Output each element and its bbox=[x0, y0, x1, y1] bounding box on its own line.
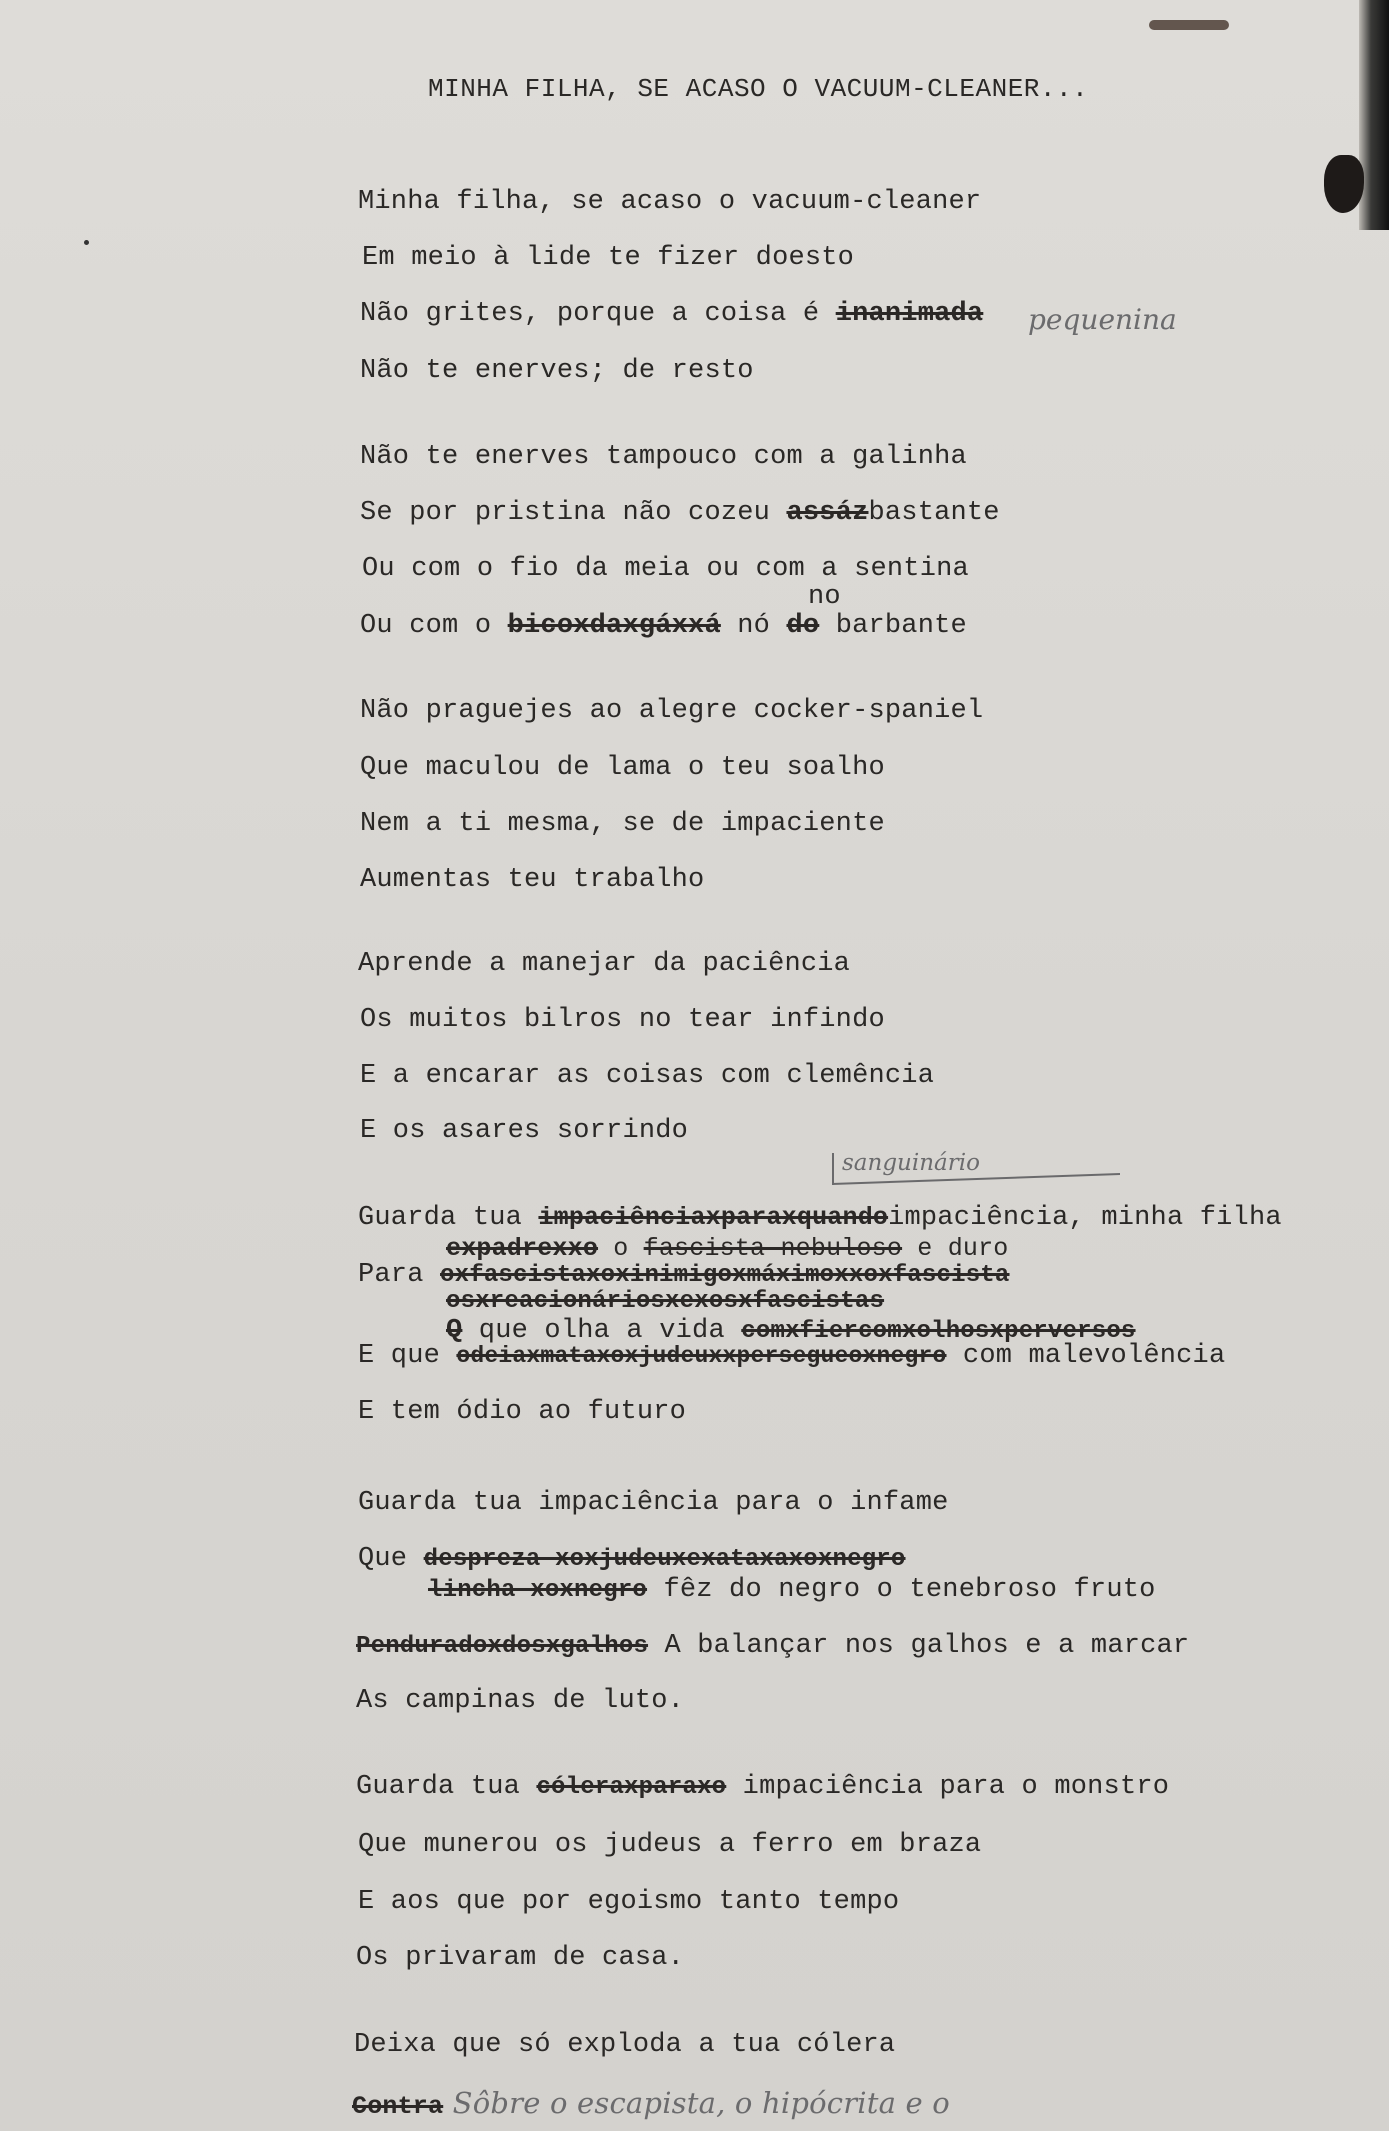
struck-phrase: Penduradoxdosxgalhos bbox=[356, 1633, 649, 1660]
struck-phrase: osxreacionáriosxexosxfascistas bbox=[446, 1288, 885, 1315]
stanza5-line3-text: E que bbox=[358, 1341, 457, 1371]
stanza2-line2 bbox=[360, 498, 1000, 528]
struck-phrase: lincha xoxnegro bbox=[428, 1577, 648, 1604]
stanza2-line4-mid: nó bbox=[720, 611, 787, 641]
stanza6-line2b-text: fêz do negro o tenebroso fruto bbox=[647, 1575, 1156, 1605]
struck-word: Contra bbox=[352, 2092, 444, 2121]
stanza5-line1 bbox=[358, 1203, 1282, 1233]
stanza5-line2-insert-text: que olha a vida bbox=[462, 1316, 742, 1346]
burn-mark-top bbox=[1149, 20, 1229, 30]
stanza3-line2: Que maculou de lama o teu soalho bbox=[360, 753, 885, 783]
stanza7-line3: E aos que por egoismo tanto tempo bbox=[358, 1887, 900, 1917]
struck-letter: Q bbox=[446, 1316, 463, 1346]
struck-phrase: fascista nebuloso bbox=[643, 1234, 903, 1263]
stanza4-line4: E os asares sorrindo bbox=[360, 1116, 689, 1146]
poem-title: MINHA FILHA, SE ACASO O VACUUM-CLEANER... bbox=[428, 74, 1089, 104]
stanza7-line2: Que munerou os judeus a ferro em braza bbox=[358, 1830, 982, 1860]
stanza2-line4-end: barbante bbox=[819, 611, 967, 641]
stanza5-line2-below bbox=[446, 1288, 884, 1315]
stanza4-line1: Aprende a manejar da paciência bbox=[358, 949, 851, 979]
stanza5-line1-end: impaciência, minha filha bbox=[888, 1203, 1282, 1233]
struck-phrase: cóleraxparaxo bbox=[536, 1774, 727, 1801]
stanza2-line4 bbox=[360, 611, 967, 641]
struck-phrase: oxfascistaxoxinimigoxmáximoxxoxfascista bbox=[440, 1262, 1010, 1289]
struck-phrase: despreza xoxjudeuxexataxaxoxnegro bbox=[423, 1546, 906, 1573]
stanza4-line3: E a encarar as coisas com clemência bbox=[360, 1061, 935, 1091]
stanza7-line1 bbox=[356, 1772, 1169, 1802]
stanza5-line2-above-end: e duro bbox=[902, 1234, 1009, 1263]
stanza8-line2 bbox=[352, 2086, 950, 2122]
page-edge-shadow bbox=[1359, 0, 1389, 230]
stanza1-line3-text: Não grites, porque a coisa é bbox=[360, 299, 836, 329]
stanza6-line3-text: A balançar nos galhos e a marcar bbox=[648, 1631, 1190, 1661]
stanza5-line2-above bbox=[446, 1234, 1009, 1263]
stanza7-line1-text: Guarda tua bbox=[356, 1772, 537, 1802]
struck-word: do bbox=[786, 611, 820, 641]
stanza3-line4: Aumentas teu trabalho bbox=[360, 865, 705, 895]
handwritten-correction: pequenina bbox=[1028, 303, 1177, 336]
stanza3-line3: Nem a ti mesma, se de impaciente bbox=[360, 809, 885, 839]
stanza6-line1: Guarda tua impaciência para o infame bbox=[358, 1488, 949, 1518]
stanza6-line2b bbox=[428, 1575, 1156, 1605]
burn-mark-right bbox=[1324, 155, 1364, 213]
stanza5-line3-end: com malevolência bbox=[946, 1341, 1226, 1371]
stanza5-line2-text: Para bbox=[358, 1260, 441, 1290]
stanza2-line3: Ou com o fio da meia ou com a sentina bbox=[362, 554, 969, 584]
stanza5-line1-text: Guarda tua bbox=[358, 1203, 539, 1233]
ink-speck bbox=[84, 240, 89, 245]
stanza1-line2: Em meio à lide te fizer doesto bbox=[362, 243, 855, 273]
stanza8-line1: Deixa que só exploda a tua cólera bbox=[354, 2030, 896, 2060]
stanza1-line4: Não te enerves; de resto bbox=[360, 356, 754, 386]
stanza2-line1: Não te enerves tampouco com a galinha bbox=[360, 442, 967, 472]
stanza7-line1-end: impaciência para o monstro bbox=[726, 1772, 1170, 1802]
stanza2-line2-text: Se por pristina não cozeu bbox=[360, 498, 787, 528]
stanza1-line1: Minha filha, se acaso o vacuum-cleaner bbox=[358, 187, 982, 217]
stanza7-line4: Os privaram de casa. bbox=[356, 1943, 685, 1973]
struck-word: inanimada bbox=[835, 299, 984, 329]
handwritten-line: Sôbre o escapista, o hipócrita e o bbox=[443, 2086, 950, 2120]
struck-phrase: expadrexxo bbox=[446, 1234, 599, 1263]
stanza6-line3 bbox=[356, 1631, 1189, 1661]
stanza3-line1: Não praguejes ao alegre cocker-spaniel bbox=[360, 696, 984, 726]
stanza2-line2-end: bastante bbox=[868, 498, 1000, 528]
stanza1-line3 bbox=[360, 299, 983, 329]
stanza5-line2 bbox=[358, 1260, 1010, 1290]
stanza2-line4-text: Ou com o bbox=[360, 611, 508, 641]
struck-word: bicoxdaxgáxxá bbox=[507, 611, 721, 641]
stanza5-line3 bbox=[358, 1341, 1225, 1371]
stanza5-line4: E tem ódio ao futuro bbox=[358, 1397, 687, 1427]
struck-phrase: impaciênciaxparaxquando bbox=[538, 1203, 889, 1232]
stanza6-line2-text: Que bbox=[358, 1544, 424, 1574]
stanza4-line2: Os muitos bilros no tear infindo bbox=[360, 1005, 885, 1035]
struck-phrase: odeiaxmataxoxjudeuxxpersegueoxnegro bbox=[456, 1343, 947, 1369]
interlinear-insertion: no bbox=[808, 582, 841, 612]
stanza5-line2-above-mid: o bbox=[598, 1234, 644, 1263]
stanza6-line2 bbox=[358, 1544, 906, 1574]
struck-phrase: comxfiercomxolhosxperversos bbox=[741, 1318, 1136, 1345]
handwritten-insertion: sanguinário bbox=[842, 1150, 980, 1176]
stanza6-line4: As campinas de luto. bbox=[356, 1686, 685, 1716]
struck-word: assáz bbox=[786, 498, 869, 528]
